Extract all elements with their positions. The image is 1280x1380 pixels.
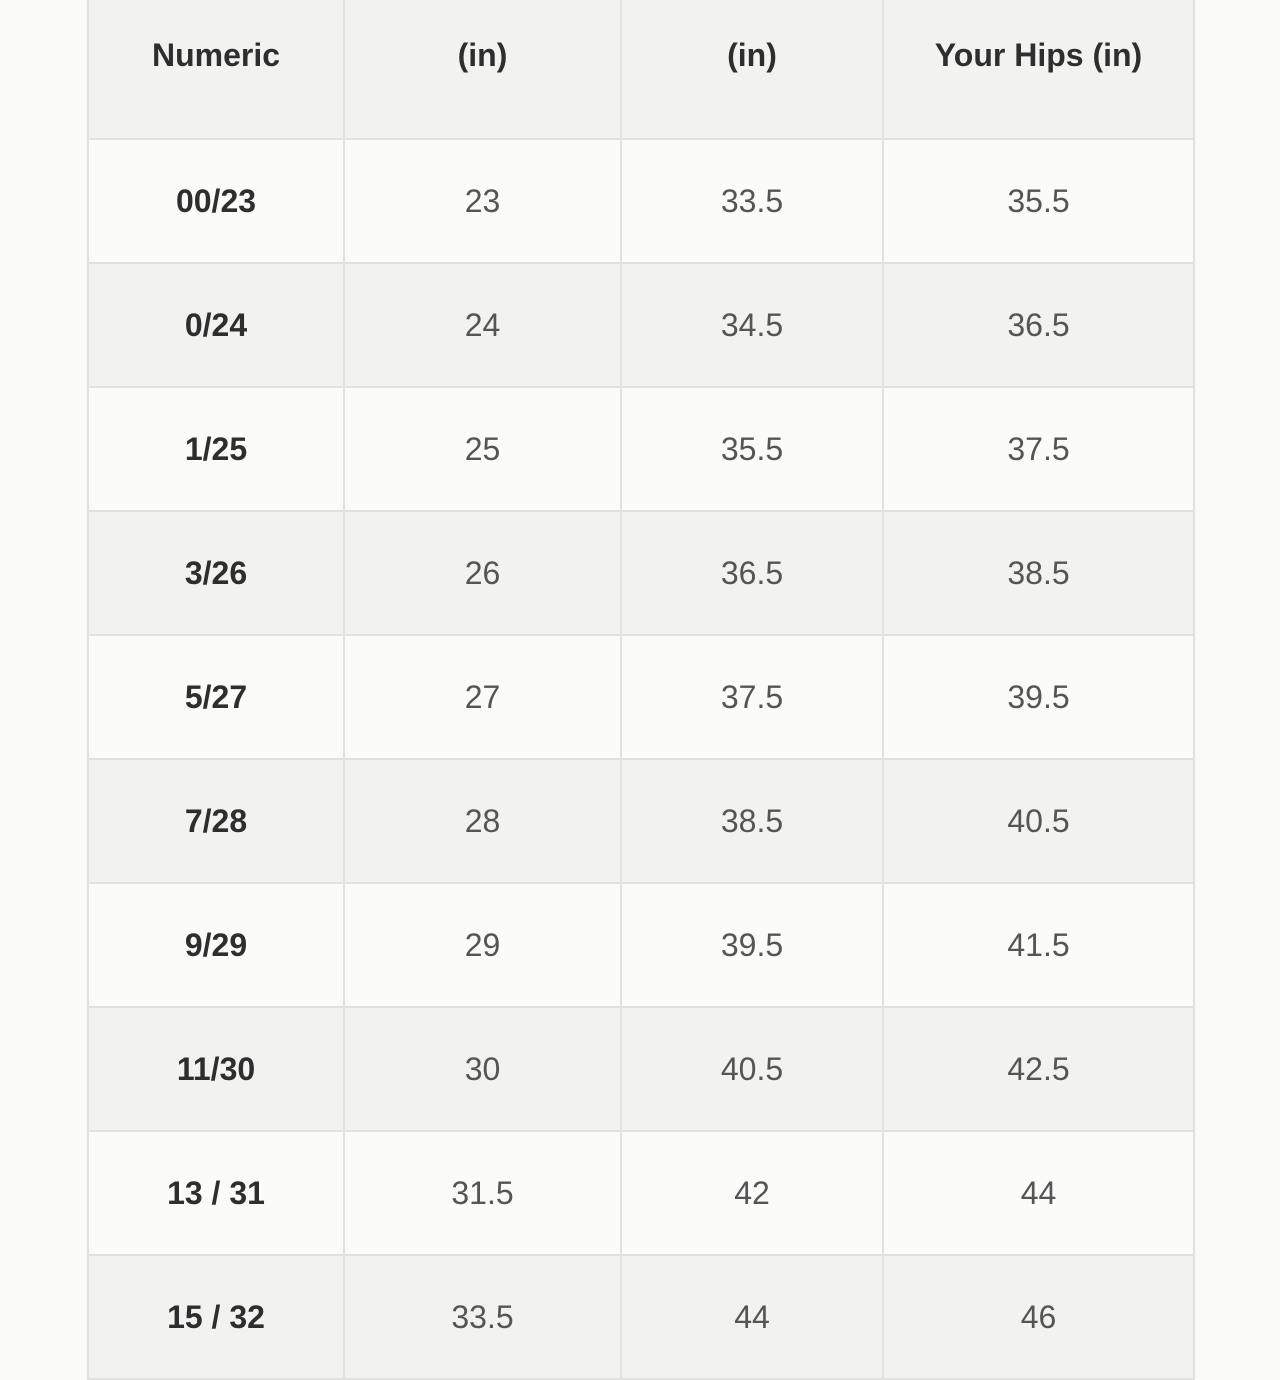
- value-cell: 31.5: [344, 1131, 621, 1255]
- value-cell: 35.5: [621, 387, 883, 511]
- size-cell: 1/25: [88, 387, 344, 511]
- table-row: [88, 387, 1194, 511]
- header-size-numeric: [88, 0, 344, 139]
- size-cell: 13 / 31: [88, 1131, 344, 1255]
- value-cell: 27: [344, 635, 621, 759]
- size-cell: 00/23: [88, 139, 344, 263]
- header-col-3: [621, 0, 883, 139]
- header-hips: [883, 0, 1194, 139]
- size-cell: 11/30: [88, 1007, 344, 1131]
- value-cell: 29: [344, 883, 621, 1007]
- value-cell: 33.5: [621, 139, 883, 263]
- table-row: [88, 1007, 1194, 1131]
- table-row: [88, 511, 1194, 635]
- size-chart-table: [87, 0, 1195, 1380]
- value-cell: 23: [344, 139, 621, 263]
- value-cell: 41.5: [883, 883, 1194, 1007]
- value-cell: 35.5: [883, 139, 1194, 263]
- value-cell: 42: [621, 1131, 883, 1255]
- value-cell: 44: [883, 1131, 1194, 1255]
- table-body: [88, 139, 1194, 1379]
- header-col-2: [344, 0, 621, 139]
- value-cell: 24: [344, 263, 621, 387]
- value-cell: 25: [344, 387, 621, 511]
- header-line: Your Hips (in): [934, 37, 1143, 73]
- value-cell: 44: [621, 1255, 883, 1379]
- size-cell: 3/26: [88, 511, 344, 635]
- header-line: (in): [727, 37, 777, 73]
- value-cell: 39.5: [883, 635, 1194, 759]
- table-row: [88, 759, 1194, 883]
- table-row: [88, 635, 1194, 759]
- size-cell: 15 / 32: [88, 1255, 344, 1379]
- value-cell: 39.5: [621, 883, 883, 1007]
- value-cell: 37.5: [621, 635, 883, 759]
- header-row: [88, 0, 1194, 139]
- value-cell: 38.5: [883, 511, 1194, 635]
- header-line: (in): [457, 37, 508, 73]
- size-cell: 9/29: [88, 883, 344, 1007]
- value-cell: 36.5: [883, 263, 1194, 387]
- table-row: [88, 1255, 1194, 1379]
- value-cell: 30: [344, 1007, 621, 1131]
- value-cell: 26: [344, 511, 621, 635]
- value-cell: 46: [883, 1255, 1194, 1379]
- table-row: [88, 883, 1194, 1007]
- table-row: [88, 1131, 1194, 1255]
- table-header: [88, 0, 1194, 139]
- value-cell: 42.5: [883, 1007, 1194, 1131]
- table-row: [88, 263, 1194, 387]
- value-cell: 40.5: [883, 759, 1194, 883]
- value-cell: 34.5: [621, 263, 883, 387]
- value-cell: 36.5: [621, 511, 883, 635]
- header-line: Numeric: [151, 37, 281, 73]
- value-cell: 38.5: [621, 759, 883, 883]
- size-cell: 7/28: [88, 759, 344, 883]
- value-cell: 40.5: [621, 1007, 883, 1131]
- size-cell: 0/24: [88, 263, 344, 387]
- value-cell: 37.5: [883, 387, 1194, 511]
- value-cell: 33.5: [344, 1255, 621, 1379]
- value-cell: 28: [344, 759, 621, 883]
- table-row: [88, 139, 1194, 263]
- size-cell: 5/27: [88, 635, 344, 759]
